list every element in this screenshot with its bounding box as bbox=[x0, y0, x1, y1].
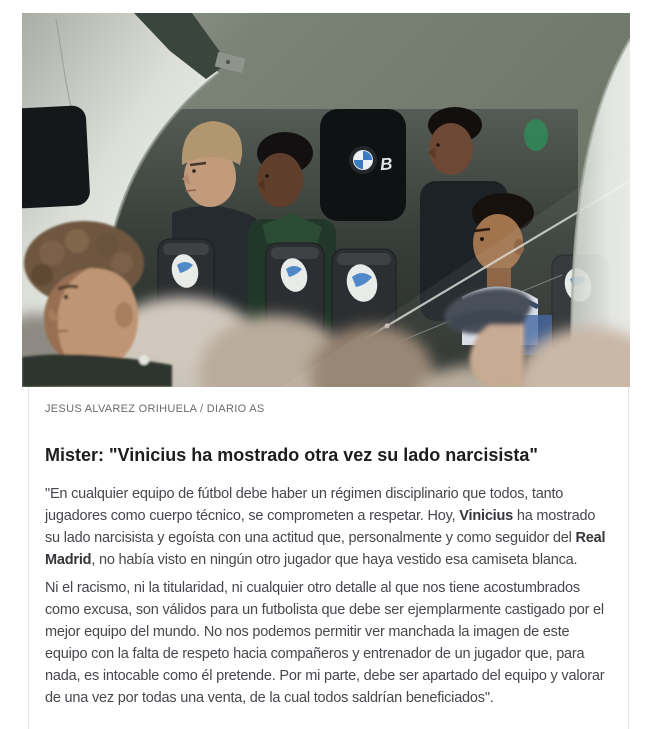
seat-back-left bbox=[22, 105, 91, 209]
photo-credit: JESUS ALVAREZ ORIHUELA / DIARIO AS bbox=[45, 403, 265, 415]
article-photo bbox=[22, 13, 630, 387]
bmw-letter: B bbox=[379, 154, 394, 175]
article-paragraph-2: Ni el racismo, ni la titularidad, ni cualquier otro detalle al que nos tiene acostumbrados como excusa, son válidos para un futbolista que debe ser ejemplarmente castigado por el mejor equipo del mundo. No nos podemos permitir ver manchada la imagen de este equipo con la falta de respeto hacia compañeros y entrenador de un jugador que, para nada, es intocable como él pretende. Por mi parte, debe ser apartado del equipo y valorar de una vez por todas una venta, de la cual todos saldrían beneficiados". bbox=[45, 580, 605, 706]
bmw-seat bbox=[320, 109, 406, 221]
article-paragraph-1: "En cualquier equipo de fútbol debe haber un régimen disciplinario que todos, tanto jugadores como cuerpo técnico, se comprometen a respetar. Hoy, Vinicius ha mostrado su lado narcisista y egoísta con una actitud que, personalmente y como seguidor del Real Madrid, no había visto en ningún otro jugador que haya vestido esa camiseta blanca. bbox=[45, 486, 606, 568]
dugout-scene-illustration bbox=[22, 13, 630, 387]
article-body bbox=[45, 483, 613, 709]
article-card bbox=[28, 387, 629, 729]
article-headline: Mister: "Vinicius ha mostrado otra vez su lado narcisista" bbox=[45, 445, 538, 465]
